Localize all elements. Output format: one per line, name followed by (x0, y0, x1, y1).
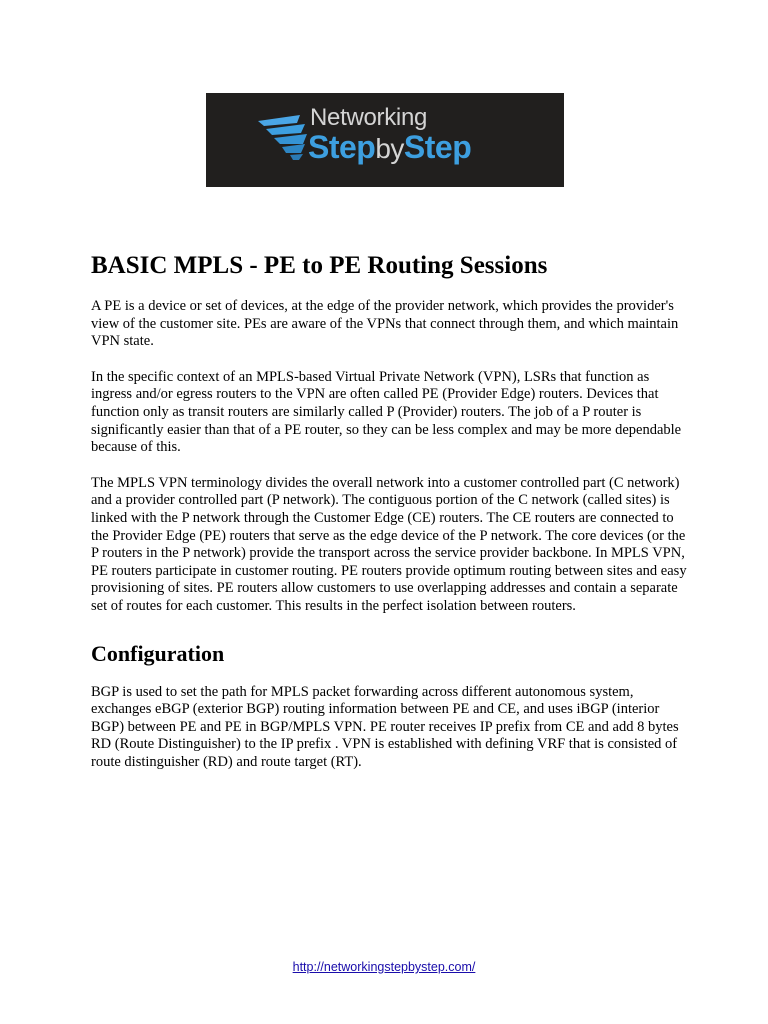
document-body (91, 250, 691, 789)
logo-text-stepbystep (308, 131, 471, 163)
logo-banner (206, 93, 564, 187)
footer-website-link[interactable]: http://networkingstepbystep.com/ (292, 960, 476, 974)
paragraph-pe-definition: A PE is a device or set of devices, at the edge of the provider network, which provides the provider's view of the customer site. PEs are aware of the VPNs that connect through them, and which maintain VPN state. (91, 298, 679, 350)
logo-text-by: by (375, 133, 404, 164)
section-heading-configuration: Configuration (91, 640, 225, 666)
logo-text-step: Step (308, 129, 376, 165)
footer (0, 960, 768, 974)
logo-text-networking: Networking (310, 104, 428, 131)
logo-text-step-2: Step (403, 129, 472, 165)
paragraph-configuration: BGP is used to set the path for MPLS packet forwarding across different autonomous system, exchanges eBGP (exterior BGP) routing information between PE and CE, and uses iBGP (interior BGP) between PE and PE in BGP/MPLS VPN. PE router receives IP prefix from CE and add 8 bytes RD (Route Distinguisher) to the IP prefix . VPN is established with defining VRF that is consisted of route distinguisher (RD) and route target (RT). (91, 683, 679, 770)
paragraph-terminology: The MPLS VPN terminology divides the overall network into a customer controlled part (C network) and a provider controlled part (P network). The contiguous portion of the C network (called sites) is linked with the P network through the Customer Edge (CE) routers. The CE routers are connected to the Provider Edge (PE) routers that serve as the edge device of the P network. The core devices (or the P routers in the P network) provide the transport across the service provider backbone. In MPLS VPN, PE routers participate in customer routing. PE routers provide optimum routing between sites and easy provisioning of sites. PE routers allow customers to use overlapping addresses and contain a separate set of routes for each customer. This results in the perfect isolation between routers. (91, 474, 687, 614)
page-title: BASIC MPLS - PE to PE Routing Sessions (91, 252, 548, 279)
paragraph-mpls-vpn-context: In the specific context of an MPLS-based Virtual Private Network (VPN), LSRs that function as ingress and/or egress routers to the VPN are often called PE (Provider Edge) routers. Devices that function only as transit routers are similarly called P (Provider) routers. The job of a P router is significantly easier than that of a PE router, so they can be less complex and may be more dependable because of this. (91, 368, 682, 456)
